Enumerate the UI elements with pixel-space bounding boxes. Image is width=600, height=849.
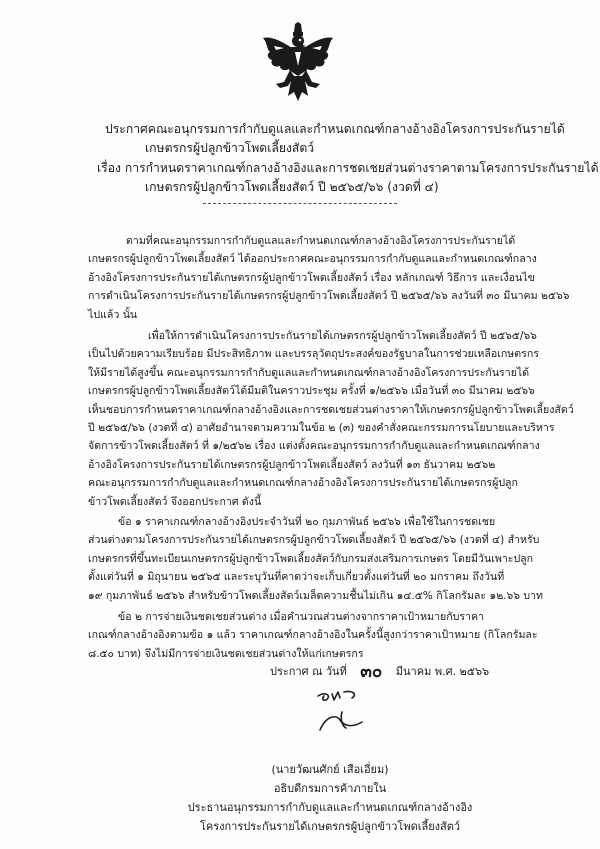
paragraph-2 [88, 327, 574, 511]
paragraph-line: การดำเนินโครงการประกันรายได้เกษตรกรผู้ปลูกข้าวโพดเลี้ยงสัตว์ ปี ๒๕๖๕/๖๖ ลงวันที่ ๓๐ มีนาคม ๒๕๖๖ [88, 290, 570, 303]
paragraph-line: เกษตรกรผู้ปลูกข้าวโพดเลี้ยงสัตว์ได้มีมติในคราวประชุม ครั้งที่ ๑/๒๕๖๖ เมื่อวันที่ ๓๐ มีนาคม ๒๕๖๖ [88, 385, 535, 398]
header-title-line1: ประกาศคณะอนุกรรมการกำกับดูแลและกำหนดเกณฑ์กลางอ้างอิงโครงการประกันรายได้ [105, 122, 565, 136]
header-subject-line2: เกษตรกรผู้ปลูกข้าวโพดเลี้ยงสัตว์ ปี ๒๕๖๕/๖๖ (งวดที่ ๔) [145, 180, 439, 194]
paragraph-line: อ้างอิงโครงการประกันรายได้เกษตรกรผู้ปลูกข้าวโพดเลี้ยงสัตว์ เรื่อง หลักเกณฑ์ วิธีการ และเงื่อนไข [88, 271, 535, 284]
announcement-date [270, 656, 489, 683]
signer-position-2: ประธานอนุกรรมการกำกับดูแลและกำหนดเกณฑ์กลางอ้างอิง [187, 801, 473, 814]
handwritten-signature-icon [312, 686, 372, 746]
paragraph-line: ตั้งแต่วันที่ ๑ มิถุนายน ๒๕๖๕ และระบุวันที่คาดว่าจะเก็บเกี่ยวตั้งแต่วันที่ ๒๐ มกราคม ถึงวันที่ [88, 571, 505, 584]
paragraph-line: ตามที่คณะอนุกรรมการกำกับดูแลและกำหนดเกณฑ์กลางอ้างอิงโครงการประกันรายได้ [126, 235, 516, 247]
announcement-day: ๓๐ [360, 662, 383, 682]
paragraph-line: เพื่อให้การดำเนินโครงการประกันรายได้เกษตรกรผู้ปลูกข้าวโพดเลี้ยงสัตว์ ปี ๒๕๖๕/๖๖ [148, 330, 537, 342]
paragraph-line: ไปแล้ว นั้น [88, 308, 138, 321]
paragraph-line: ๘.๕๐ บาท) จึงไม่มีการจ่ายเงินชดเชยส่วนต่างให้แก่เกษตรกร [88, 647, 364, 660]
paragraph-line: เกษตรกรผู้ปลูกข้าวโพดเลี้ยงสัตว์ ได้ออกประกาศคณะอนุกรรมการกำกับดูแลและกำหนดเกณฑ์กลาง [88, 253, 537, 266]
paragraph-line: จัดการข้าวโพดเลี้ยงสัตว์ ที่ ๑/๒๕๖๒ เรื่อง แต่งตั้งคณะอนุกรรมการกำกับดูแลและกำหนดเกณฑ์กลาง [88, 440, 540, 453]
garuda-emblem-icon [262, 22, 334, 102]
paragraph-line: ข้อ ๑ ราคาเกณฑ์กลางอ้างอิงประจำวันที่ ๒๐ กุมภาพันธ์ ๒๕๖๖ เพื่อใช้ในการชดเชย [118, 516, 496, 528]
paragraph-line: เกณฑ์กลางอ้างอิงตามข้อ ๑ แล้ว ราคาเกณฑ์กลางอ้างอิงในครั้งนี้สูงกว่าราคาเป้าหมาย (กิโลกรัมละ [88, 629, 538, 642]
paragraph-line: ให้มีรายได้สูงขึ้น คณะอนุกรรมการกำกับดูแลและกำหนดเกณฑ์กลางอ้างอิงโครงการประกันรายได้ [88, 366, 530, 379]
paragraph-3 [88, 513, 544, 605]
announcement-date-suffix: มีนาคม พ.ศ. ๒๕๖๖ [395, 665, 490, 678]
header-title-line2: เกษตรกรผู้ปลูกข้าวโพดเลี้ยงสัตว์ [145, 141, 315, 155]
announcement-date-prefix: ประกาศ ณ วันที่ [270, 665, 347, 678]
paragraph-line: ส่วนต่างตามโครงการประกันรายได้เกษตรกรผู้ปลูกข้าวโพดเลี้ยงสัตว์ ปี ๒๕๖๕/๖๖ (งวดที่ ๔) สำหรับ [88, 534, 540, 547]
signer-position-3: โครงการประกันรายได้เกษตรกรผู้ปลูกข้าวโพดเลี้ยงสัตว์ [199, 820, 461, 833]
paragraph-line: ข้าวโพดเลี้ยงสัตว์ จึงออกประกาศ ดังนี้ [88, 495, 262, 508]
paragraph-line: ปี ๒๕๖๕/๖๖ (งวดที่ ๔) อาศัยอำนาจตามความในข้อ ๒ (๓) ของคำสั่งคณะกรรมการนโยบายและบริหาร [88, 422, 555, 435]
signer-position-1: อธิบดีกรมการค้าภายใน [273, 782, 387, 795]
paragraph-4 [88, 608, 538, 663]
header-subject-line1: เรื่อง การกำหนดราคาเกณฑ์กลางอ้างอิงและการชดเชยส่วนต่างราคาตามโครงการประกันรายได้ [97, 161, 599, 175]
paragraph-line: ข้อ ๒ การจ่ายเงินชดเชยส่วนต่าง เมื่อคำนวณส่วนต่างจากราคาเป้าหมายกับราคา [118, 611, 485, 623]
paragraph-line: ๑๙ กุมภาพันธ์ ๒๕๖๖ สำหรับข้าวโพดเลี้ยงสัตว์เมล็ดความชื้นไม่เกิน ๑๔.๕% กิโลกรัมละ ๑๒.๖๖ บาท [88, 589, 544, 602]
paragraph-line: เป็นไปด้วยความเรียบร้อย มีประสิทธิภาพ และบรรลุวัตถุประสงค์ของรัฐบาลในการช่วยเหลือเกษตรกร [88, 348, 539, 361]
header-divider [203, 203, 397, 204]
paragraph-line: เห็นชอบการกำหนดราคาเกณฑ์กลางอ้างอิงและการชดเชยส่วนต่างราคาให้เกษตรกรผู้ปลูกข้าวโพดเลี้ยงสัตว์ [88, 403, 574, 416]
signer-block [170, 760, 490, 836]
signer-name: (นายวัฒนศักย์ เสือเอี่ยม) [271, 763, 389, 776]
paragraph-1 [88, 232, 570, 324]
paragraph-line: คณะอนุกรรมการกำกับดูแลและกำหนดเกณฑ์กลางอ้างอิงโครงการประกันรายได้เกษตรกรผู้ปลูก [88, 477, 518, 490]
paragraph-line: อ้างอิงโครงการประกันรายได้เกษตรกรผู้ปลูกข้าวโพดเลี้ยงสัตว์ ลงวันที่ ๑๓ ธันวาคม ๒๕๖๒ [88, 458, 496, 471]
paragraph-line: เกษตรกรที่ขึ้นทะเบียนเกษตรกรผู้ปลูกข้าวโพดเลี้ยงสัตว์กับกรมส่งเสริมการเกษตร โดยมีวันเพาะปลูก [88, 552, 534, 565]
